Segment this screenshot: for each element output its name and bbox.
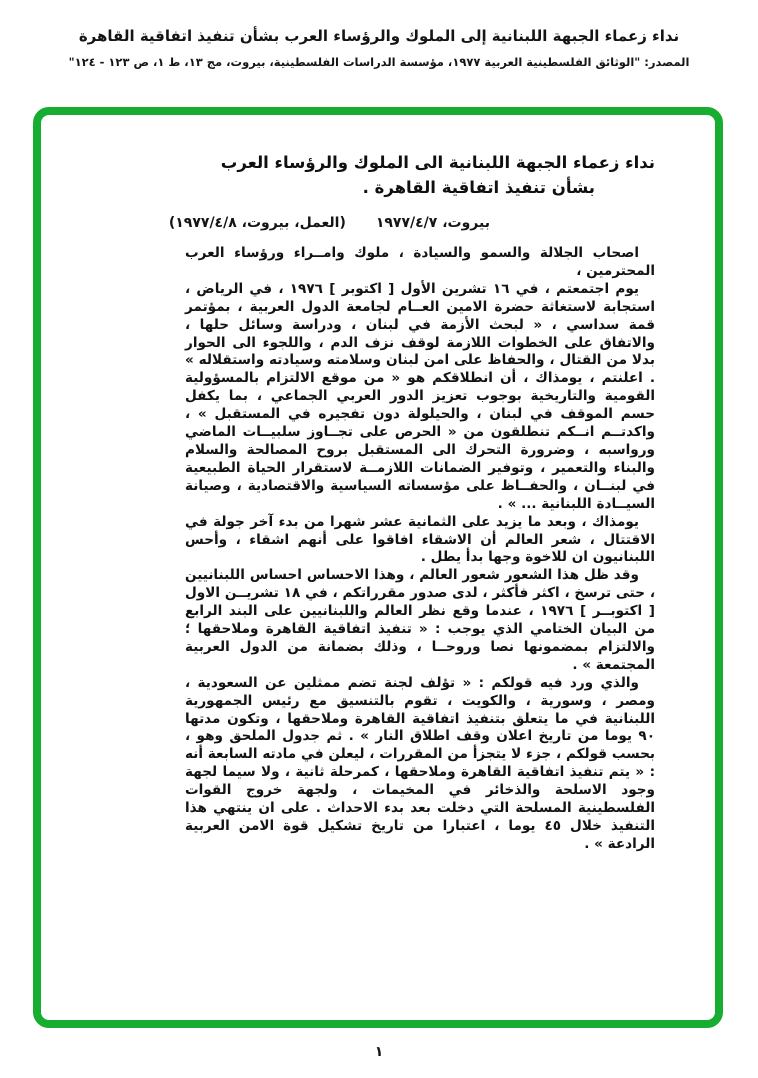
document-paragraph: يوم اجتمعتم ، في ١٦ تشرين الأول [ اكتوبر ] ١٩٧٦ ، في الرياض ، استجابة لاستغاثة حضرة الامين العــام لجامعة الدول العربية ، بمؤتمر قمة سداسي ، « لبحث الأزمة في لبنان ، ودراسة وسائل حلها ، والاتفاق على الخطوات اللازمة لوقف نزف الدم ، واللجوء الى الحوار بدلا من القتال ، والحفاظ على امن لبنان وسلامته وسيادته واستقلاله » . اعلنتم ، يومذاك ، أن انطلاقكم هو « من موقع الالتزام بالمسؤولية القومية والتاريخية بوجوب تعزيز الدور العربي الجماعي ، بما يكفل حسم الموقف في لبنان ، والحيلولة دون تفجيره في المستقبل » ، واكدتــم انــكم تنطلقون من « الحرص على تجــاوز سلبيــات الماضي ورواسبه ، وضرورة التحرك الى المستقبل بروح المصالحة والسلام والبناء والتعمير ، وتوفير الضمانات اللازمــة لاستقرار الحياة الطبيعية في لبنــان ، والحفــاظ على مؤسساته السياسية والاقتصادية ، وصيانة السيــادة اللبنانية ... » . xyxy=(185,280,655,512)
document-paragraph: يومذاك ، وبعد ما يزيد على الثمانية عشر شهرا من بدء آخر جولة في الاقتتال ، شعر العالم أن الاشقاء افاقوا على أنهم اشقاء ، وأحس اللبنانيون ان للاخوة وجها بدأ يطل . xyxy=(185,513,655,566)
dateline-source-ref: (العمل، بيروت، ١٩٧٧/٤/٨) xyxy=(168,215,346,231)
page-header xyxy=(0,26,758,70)
dateline xyxy=(168,213,655,233)
document-paragraph: وقد ظل هذا الشعور شعور العالم ، وهذا الاحساس احساس اللبنانيين ، حتى ترسخ ، اكثر فأكثر ، لدى صدور مقرراتكم ، في ١٨ تشريــن الاول [ اكتوبــر ] ١٩٧٦ ، عندما وقع نظر العالم واللبنانيين على البند الرابع من البيان الختامي الذي يوجب : « تنفيذ اتفاقية القاهرة وملاحقها ؛ والالتزام بمضمونها نصا وروحــا ، وذلك بضمانة من الدول العربية المجتمعة » . xyxy=(185,567,655,673)
document-title-line1: نداء زعماء الجبهة اللبنانية الى الملوك والرؤساء العرب xyxy=(220,153,655,172)
document-paragraph: والذي ورد فيه قولكم : « تؤلف لجنة تضم ممثلين عن السعودية ، ومصر ، وسورية ، والكويت ، تقوم بالتنسيق مع رئيس الجمهورية اللبنانية في ما يتعلق بتنفيذ اتفاقية القاهرة وملاحقها ، وتكون مدتها ٩٠ يوما من تاريخ اعلان وقف اطلاق النار » . ثم جدول الملحق وهو ، بحسب قولكم ، جزء لا يتجزأ من المقررات ، ليعلن في مادته السابعة أنه : « يتم تنفيذ اتفاقية القاهرة وملاحقها ، كمرحلة ثانية ، ولا سيما لجهة وجود الاسلحة والذخائر في المخيمات ، ولجهة خروج القوات الفلسطينية المسلحة التي دخلت بعد بدء الاحداث . على ان ينتهي هذا التنفيذ خلال ٤٥ يوما ، اعتبارا من تاريخ تشكيل قوة الامن العربية الرادعة » . xyxy=(185,674,655,852)
document-title xyxy=(185,150,655,200)
page-title: نداء زعماء الجبهة اللبنانية إلى الملوك والرؤساء العرب بشأن تنفيذ اتفاقية القاهرة xyxy=(78,27,680,45)
dateline-place-date: بيروت، ١٩٧٧/٤/٧ xyxy=(375,215,490,231)
document-paragraph: اصحاب الجلالة والسمو والسيادة ، ملوك وامــراء ورؤساء العرب المحترمين ، xyxy=(185,245,655,279)
source-citation: المصدر: "الوثائق الفلسطينية العربية ١٩٧٧، مؤسسة الدراسات الفلسطينية، بيروت، مج ١٣، ط ١، ص ١٢٣ - ١٢٤" xyxy=(68,55,690,69)
document-title-line2: بشأن تنفيذ اتفاقية القاهرة . xyxy=(362,178,595,197)
document-body xyxy=(185,245,655,854)
document-text-column xyxy=(168,150,655,854)
page-number: ١ xyxy=(374,1044,384,1060)
